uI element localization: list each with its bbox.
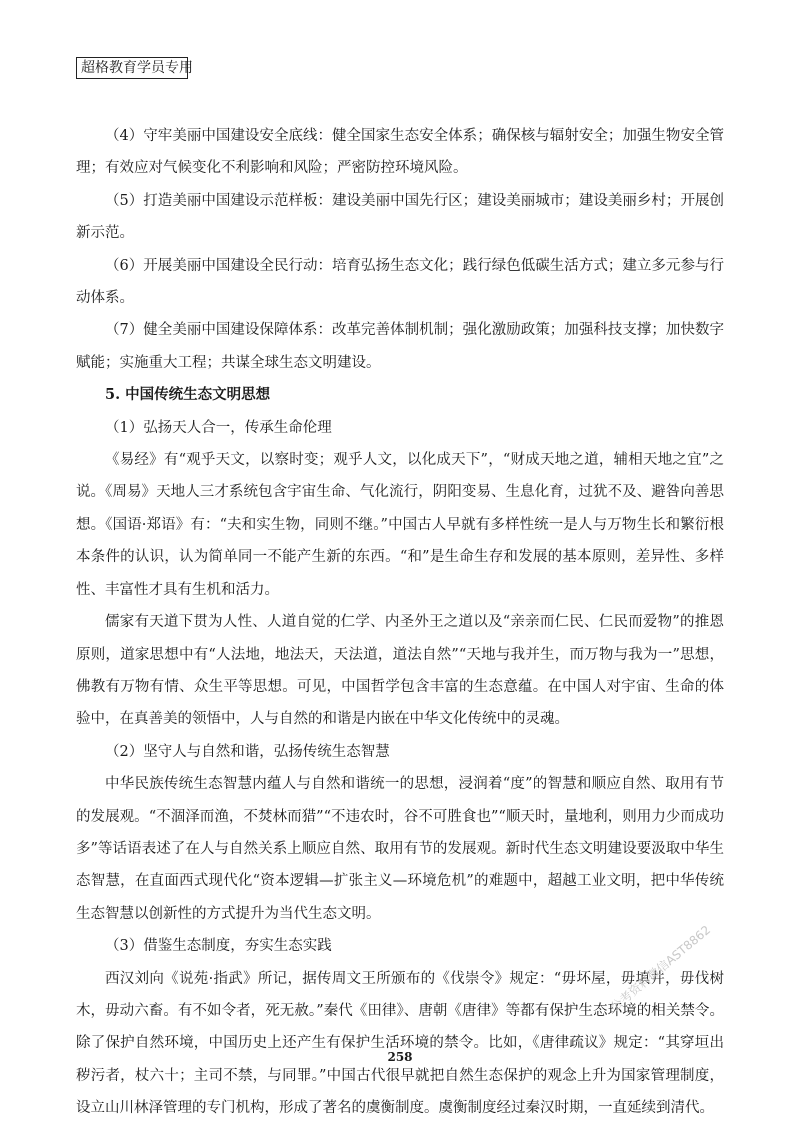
paragraph-item-4: （4）守牢美丽中国建设安全底线：健全国家生态安全体系；确保核与辐射安全；加强生物安全管理；有效应对气候变化不利影响和风险；严密防控环境风险。 [76, 128, 724, 177]
watermark: 公考资料微信AST8862 [607, 922, 714, 1015]
paragraph-wisdom: 中华民族传统生态智慧内蕴人与自然和谐统一的思想，浸润着“度”的智慧和顺应自然、取用有节的发展观。“不涸泽而渔，不焚林而猎”“不违农时，谷不可胜食也”“顺天时，量地利，则用力少而成功多”等话语表述了在人与自然关系上顺应自然、取用有节的发展观。新时代生态文明建设要汲取中华生态智慧，在直面西式现代化“资本逻辑—扩张主义—环境危机”的难题中，超越工业文明，把中华传统生态智慧以创新性的方式提升为当代生态文明。 [76, 776, 724, 922]
page-number: 258 [387, 1050, 413, 1064]
header-label: 超格教育学员专用 [76, 57, 188, 79]
section-heading: 5. 中国传统生态文明思想 [105, 386, 271, 404]
paragraph-item-7: （7）健全美丽中国建设保障体系：改革完善体制机制；强化激励政策；加强科技支撑；加快数字赋能；实施重大工程；共谋全球生态文明建设。 [76, 322, 724, 371]
subheading-1: （1）弘扬天人合一，传承生命伦理 [105, 419, 332, 436]
paragraph-system: 西汉刘向《说苑·指武》所记，据传周文王所颁布的《伐崇令》规定：“毋坏屋，毋填井，毋伐树木，毋动六畜。有不如令者，死无赦。”秦代《田律》、唐朝《唐律》等都有保护生态环境的相关禁令。除了保护自然环境，中国历史上还产生有保护生活环境的禁令。比如，《唐律疏议》规定：“其穿垣出秽污者，杖六十；主司不禁，与同罪。”中国古代很早就把自然生态保护的观念上升为国家管理制度，设立山川林泽管理的专门机构，形成了著名的虞衡制度。虞衡制度经过秦汉时期，一直延续到清代。 [76, 970, 724, 1117]
subheading-3: （3）借鉴生态制度，夯实生态实践 [105, 938, 332, 955]
subheading-2: （2）坚守人与自然和谐，弘扬传统生态智慧 [105, 743, 390, 760]
body-text [76, 120, 724, 1125]
paragraph-item-6: （6）开展美丽中国建设全民行动：培育弘扬生态文化；践行绿色低碳生活方式；建立多元参与行动体系。 [76, 257, 724, 307]
paragraph-yijing: 《易经》有“观乎天文，以察时变；观乎人文，以化成天下”，“财成天地之道，辅相天地之宜”之说。《周易》天地人三才系统包含宇宙生命、气化流行，阴阳变易、生息化育，过犹不及、避咎向善思想。《国语·郑语》有：“夫和实生物，同则不继。”中国古人早就有多样性统一是人与万物生长和繁衍根本条件的认识，认为简单同一不能产生新的东西。“和”是生命生存和发展的基本原则，差异性、多样性、丰富性才具有生机和活力。 [76, 452, 724, 598]
paragraph-confucian: 儒家有天道下贯为人性、人道自觉的仁学、内圣外王之道以及“亲亲而仁民、仁民而爱物”的推恩原则，道家思想中有“人法地，地法天，天法道，道法自然”“天地与我并生，而万物与我为一”思想，佛教有万物有情、众生平等思想。可见，中国哲学包含丰富的生态意蕴。在中国人对宇宙、生命的体验中，在真善美的领悟中，人与自然的和谐是内嵌在中华文化传统中的灵魂。 [76, 614, 724, 728]
paragraph-item-5: （5）打造美丽中国建设示范样板：建设美丽中国先行区；建设美丽城市；建设美丽乡村；开展创新示范。 [76, 192, 724, 242]
